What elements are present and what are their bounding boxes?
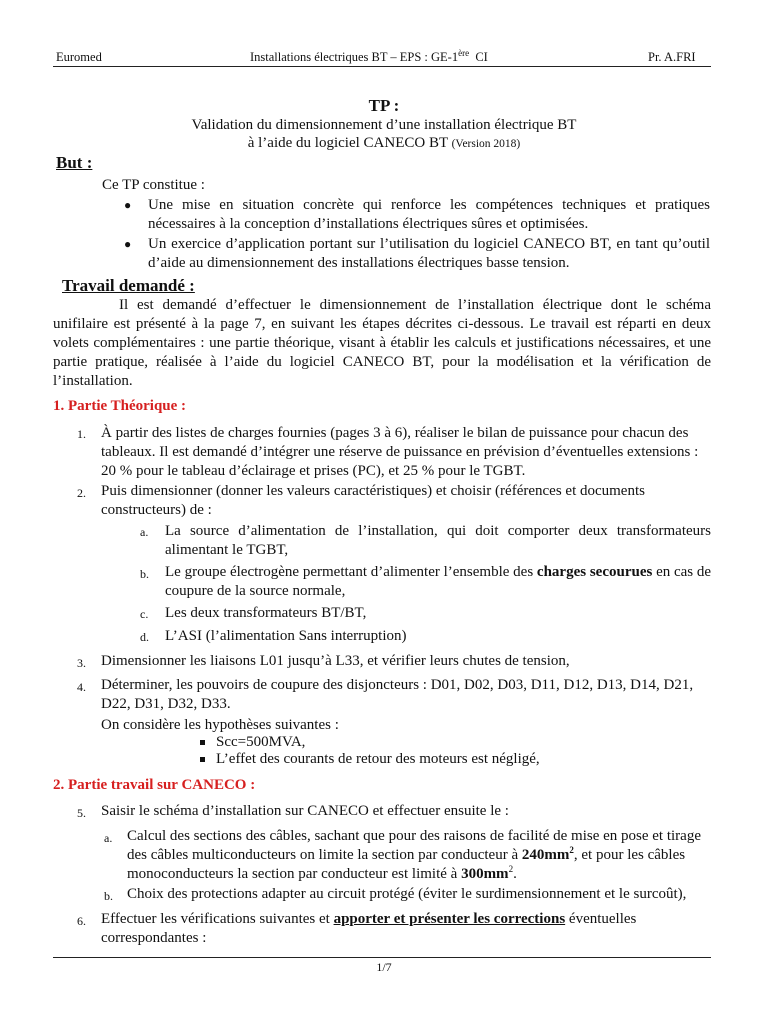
square-bullet-icon — [200, 740, 205, 745]
p2-sub-a-sup2: 2 — [508, 864, 514, 874]
page-title: TP : — [368, 96, 400, 115]
title-line-1: Validation du dimensionnement d’une installation électrique BT — [191, 117, 577, 133]
title-line-2-text: à l’aide du logiciel CANECO BT — [247, 135, 448, 151]
p1-item-1: À partir des listes de charges fournies (pages 3 à 6), réaliser le bilan de puissance pour chacun des tableaux. Il est demandé d’intégrer une réserve de puissance en prévision d’éventuelles extensions : 20 % pour le tableau d’éclairage et prises (PC), et 25 % pour le TGBT. — [101, 425, 699, 479]
page-number: 1/7 — [376, 960, 392, 974]
header-right: Pr. A.FRI — [648, 50, 696, 64]
sub-number: b. — [140, 567, 149, 581]
p2-item-5: Saisir le schéma d’installation sur CANECO et effectuer ensuite le : — [101, 803, 509, 819]
travail-heading: Travail demandé : — [62, 276, 195, 295]
but-bullet-2: Un exercice d’application portant sur l’utilisation du logiciel CANECO BT, en tant qu’outil d’aide au dimensionnement des installations électriques basse tension. — [148, 236, 710, 271]
but-bullet-1: Une mise en situation concrète qui renforce les compétences techniques et pratiques nécessaires à la conception d’installations électriques sûres et optimisées. — [148, 197, 710, 232]
item-number: 5. — [77, 806, 86, 820]
square-bullet-icon — [200, 757, 205, 762]
item-number: 1. — [77, 427, 86, 441]
partie1-heading: 1. Partie Théorique : — [53, 398, 187, 414]
sub-number: a. — [104, 831, 113, 845]
hypothesis-2: L’effet des courants de retour des moteurs est négligé, — [216, 751, 540, 767]
p2-sub-a-sup1: 2 — [569, 845, 574, 855]
item-number: 3. — [77, 656, 86, 670]
bullet-icon: ● — [124, 198, 132, 212]
p1-item-2: Puis dimensionner (donner les valeurs caractéristiques) et choisir (références et documents constructeurs) de : — [101, 483, 645, 518]
sub-number: b. — [104, 889, 113, 903]
p1-item-4: Déterminer, les pouvoirs de coupure des disjoncteurs : D01, D02, D03, D11, D12, D13, D14, D21, D22, D31, D32, D33. — [101, 677, 694, 712]
p1-sub-b — [165, 563, 715, 601]
p1-sub-b-bold: charges secourues — [536, 564, 653, 580]
p1-item-3: Dimensionner les liaisons L01 jusqu’à L33, et vérifier leurs chutes de tension, — [101, 653, 570, 669]
hypothesis-1: Scc=500MVA, — [216, 734, 306, 750]
title-version: (Version 2018) — [451, 138, 521, 150]
travail-paragraph: Il est demandé d’effectuer le dimensionnement de l’installation électrique dont le schéma unifilaire est présenté à la page 7, en suivant les étapes décrites ci-dessous. Le travail est réparti en deux volets complémentaires : une partie théorique, visant à établir les calculs et justifications nécessaires, et une partie pratique, réalisée à l’aide du logiciel CANECO BT, pour la modélisation et la vérification de l’installation. — [53, 297, 711, 389]
p1-sub-b-pre: Le groupe électrogène permettant d’alimenter l’ensemble des — [165, 564, 534, 580]
p1-sub-a: La source d’alimentation de l’installation, qui doit comporter deux transformateurs alimentant le TGBT, — [165, 523, 711, 558]
p1-sub-d: L’ASI (l’alimentation Sans interruption) — [165, 628, 407, 644]
title-line-2 — [0, 134, 768, 154]
p2-sub-a-end: . — [513, 866, 517, 882]
p2-sub-a-mid: , et pour les câbles monoconducteurs la section par conducteur est limité à — [127, 847, 686, 882]
p2-sub-a-v1: 240mm — [521, 847, 570, 863]
header-center-post: CI — [475, 50, 488, 64]
but-heading: But : — [56, 153, 93, 172]
footer-rule — [53, 957, 711, 958]
p2-item-6-bold: apporter et présenter les corrections — [333, 911, 566, 927]
p2-sub-a — [127, 827, 711, 884]
p1-sub-c: Les deux transformateurs BT/BT, — [165, 605, 367, 621]
p2-sub-b: Choix des protections adapter au circuit protégé (éviter le surdimensionnement et le surcoût), — [127, 886, 687, 902]
item-number: 2. — [77, 486, 86, 500]
hypotheses-intro: On considère les hypothèses suivantes : — [101, 717, 339, 733]
p2-item-6-pre: Effectuer les vérifications suivantes et — [101, 911, 330, 927]
header-rule — [53, 66, 711, 67]
header-left: Euromed — [56, 50, 102, 64]
header-center — [250, 47, 488, 65]
sub-number: a. — [140, 525, 149, 539]
p2-item-6 — [101, 910, 711, 948]
bullet-icon: ● — [124, 237, 132, 251]
sub-number: d. — [140, 630, 149, 644]
partie2-heading: 2. Partie travail sur CANECO : — [53, 777, 256, 793]
p2-sub-a-pre: Calcul des sections des câbles, sachant que pour des raisons de facilité de mise en pose et tirage des câbles multiconducteurs on limite la section par conducteur à — [127, 828, 701, 863]
p2-item-6-post: éventuelles correspondantes : — [101, 911, 637, 946]
sub-number: c. — [140, 607, 149, 621]
p2-sub-a-v2: 300mm — [461, 866, 509, 882]
header-center-sup: ère — [458, 47, 470, 58]
header-center-text: Installations électriques BT – EPS : GE-1 — [250, 50, 459, 64]
item-number: 6. — [77, 914, 86, 928]
but-intro: Ce TP constitue : — [102, 177, 205, 193]
item-number: 4. — [77, 680, 86, 694]
p1-sub-b-post: en cas de coupure de la source normale, — [165, 564, 712, 599]
